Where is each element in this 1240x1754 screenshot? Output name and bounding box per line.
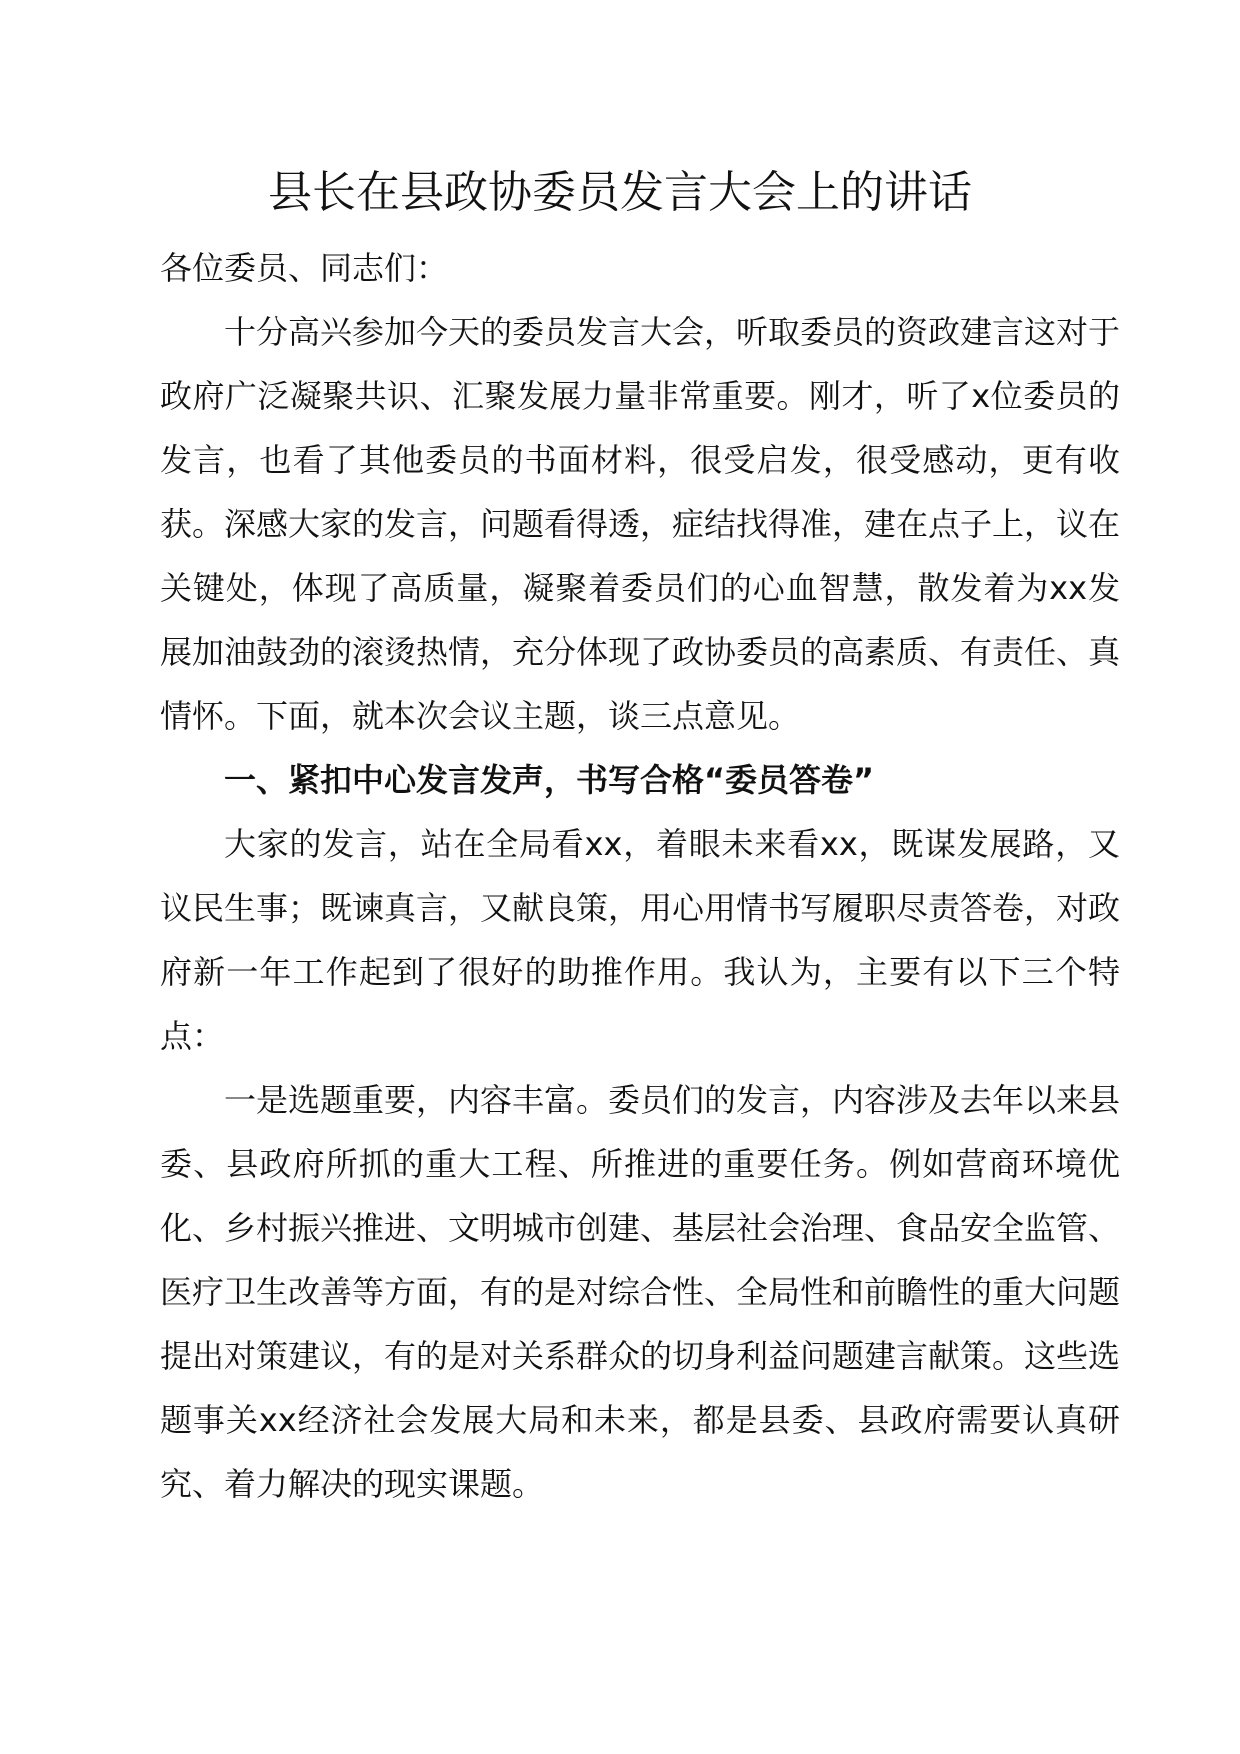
section-paragraph: 一是选题重要，内容丰富。委员们的发言，内容涉及去年以来县委、县政府所抓的重大工程、所推进的重要任务。例如营商环境优化、乡村振兴推进、文明城市创建、基层社会治理、食品安全监管、医疗卫生改善等方面，有的是对综合性、全局性和前瞻性的重大问题提出对策建议，有的是对关系群众的切身利益问题建言献策。这些选题事关xx经济社会发展大局和未来，都是县委、县政府需要认真研究、着力解决的现实课题。 — [160, 1081, 1121, 1503]
intro-paragraph: 十分高兴参加今天的委员发言大会，听取委员的资政建言这对于政府广泛凝聚共识、汇聚发展力量非常重要。刚才，听了x位委员的发言，也看了其他委员的书面材料，很受启发，很受感动，更有收获。深感大家的发言，问题看得透，症结找得准，建在点子上，议在关键处，体现了高质量，凝聚着委员们的心血智慧，散发着为xx发展加油鼓劲的滚烫热情，充分体现了政协委员的高素质、有责任、真情怀。下面，就本次会议主题，谈三点意见。 — [160, 313, 1121, 735]
document-body — [160, 236, 1120, 1516]
document-title: 县长在县政协委员发言大会上的讲话 — [268, 167, 972, 218]
section-paragraph: 大家的发言，站在全局看xx，着眼未来看xx，既谋发展路，又议民生事；既谏真言，又献良策，用心用情书写履职尽责答卷，对政府新一年工作起到了很好的助推作用。我认为，主要有以下三个特点： — [160, 825, 1121, 1055]
salutation: 各位委员、同志们： — [160, 249, 449, 287]
section-heading: 一、紧扣中心发言发声，书写合格“委员答卷” — [224, 761, 875, 799]
